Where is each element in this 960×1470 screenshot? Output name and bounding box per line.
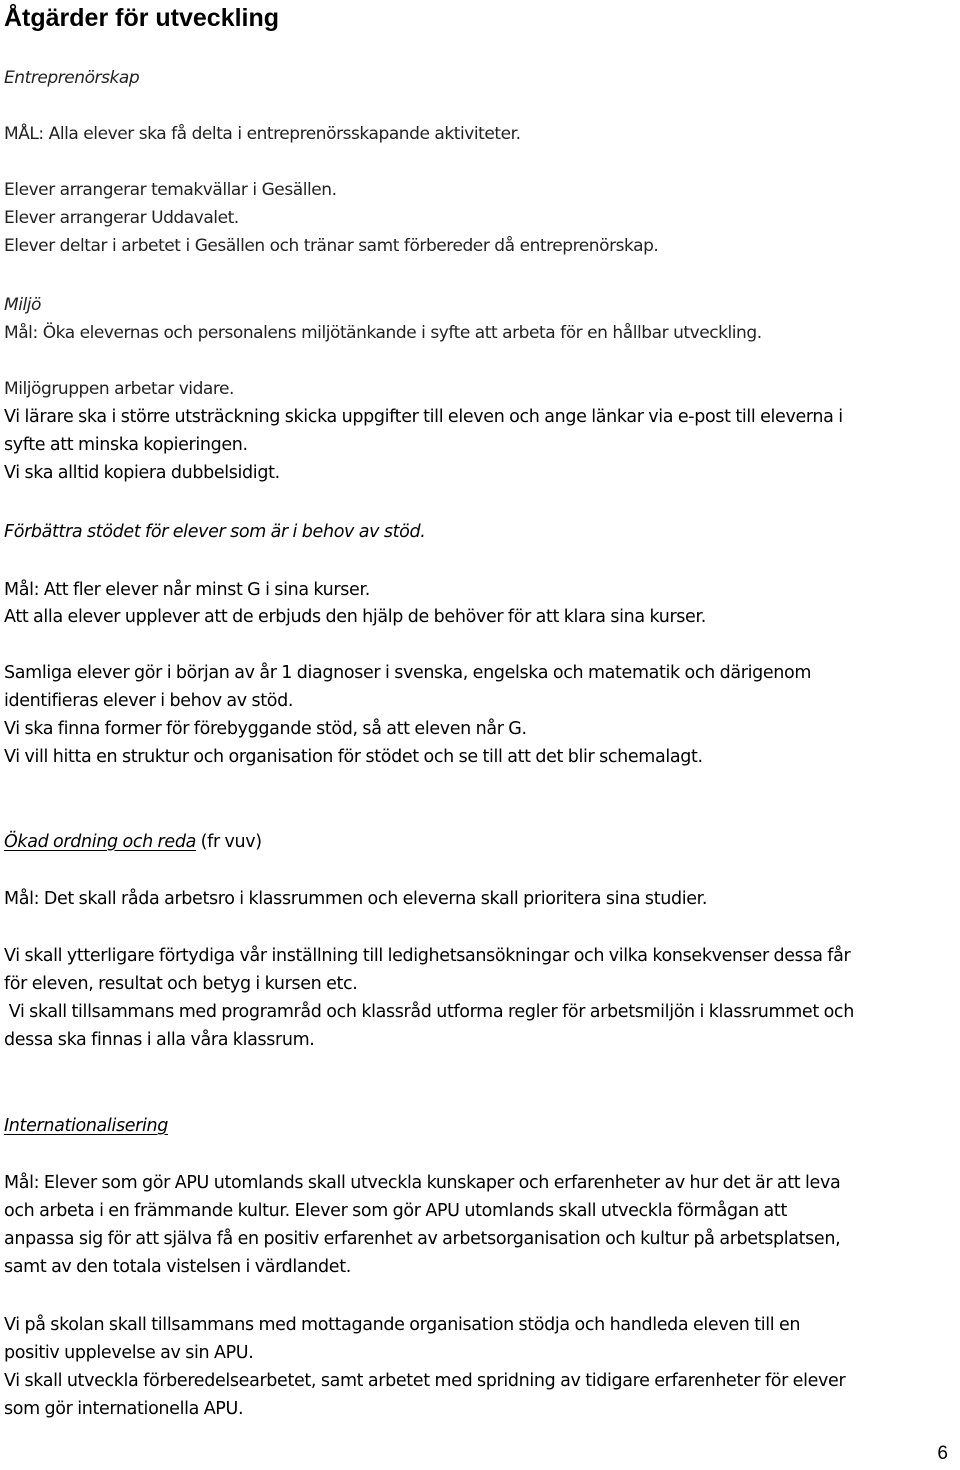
environment-line: Vi ska alltid kopiera dubbelsidigt. xyxy=(4,463,280,483)
entrepreneurship-line: Elever arrangerar Uddavalet. xyxy=(4,208,239,228)
section-heading-support: Förbättra stödet för elever som är i behov av stöd. xyxy=(4,522,426,542)
international-goal: Mål: Elever som gör APU utomlands skall utveckla kunskaper och erfarenheter av hur det är att leva xyxy=(4,1173,841,1193)
international-goal: anpassa sig för att själva få en positiv erfarenhet av arbetsorganisation och kultur på arbetsplatsen, xyxy=(4,1229,841,1249)
entrepreneurship-line: Elever arrangerar temakvällar i Gesällen. xyxy=(4,180,337,200)
support-goal: Att alla elever upplever att de erbjuds den hjälp de behöver för att klara sina kurser. xyxy=(4,607,706,627)
support-goal: Mål: Att fler elever når minst G i sina kurser. xyxy=(4,580,370,600)
international-line: Vi skall utveckla förberedelsearbetet, samt arbetet med spridning av tidigare erfarenheter för elever xyxy=(4,1371,846,1391)
international-goal: och arbeta i en främmande kultur. Elever som gör APU utomlands skall utveckla förmågan att xyxy=(4,1201,787,1221)
order-line: Vi skall tillsammans med programråd och klassråd utforma regler för arbetsmiljön i klassrummet och xyxy=(4,1002,854,1022)
support-line: Vi ska finna former för förebyggande stöd, så att eleven når G. xyxy=(4,719,527,739)
support-line: Samliga elever gör i början av år 1 diagnoser i svenska, engelska och matematik och därigenom xyxy=(4,663,812,683)
section-heading-entrepreneurship: Entreprenörskap xyxy=(4,68,140,88)
international-goal: samt av den totala vistelsen i värdlandet. xyxy=(4,1257,351,1277)
entrepreneurship-line: Elever deltar i arbetet i Gesällen och tränar samt förbereder då entreprenörskap. xyxy=(4,236,659,256)
section-heading-environment: Miljö xyxy=(4,295,41,315)
international-line: positiv upplevelse av sin APU. xyxy=(4,1343,254,1363)
order-line: Vi skall ytterligare förtydiga vår inställning till ledighetsansökningar och vilka konsekvenser dessa får xyxy=(4,946,851,966)
environment-line: syfte att minska kopieringen. xyxy=(4,435,248,455)
support-line: identifieras elever i behov av stöd. xyxy=(4,691,294,711)
section-heading-international xyxy=(4,1112,168,1140)
order-line: dessa ska finnas i alla våra klassrum. xyxy=(4,1030,315,1050)
environment-goal: Mål: Öka elevernas och personalens miljötänkande i syfte att arbeta för en hållbar utveckling. xyxy=(4,323,762,343)
page-number: 6 xyxy=(937,1443,948,1464)
order-goal: Mål: Det skall råda arbetsro i klassrummen och eleverna skall prioritera sina studier. xyxy=(4,889,708,909)
order-heading-text: Ökad ordning och reda xyxy=(4,832,196,852)
international-line: Vi på skolan skall tillsammans med mottagande organisation stödja och handleda eleven till en xyxy=(4,1315,801,1335)
environment-line: Vi lärare ska i större utsträckning skicka uppgifter till eleven och ange länkar via e-post till eleverna i xyxy=(4,407,843,427)
section-heading-order xyxy=(4,828,262,856)
international-line: som gör internationella APU. xyxy=(4,1399,244,1419)
entrepreneurship-goal: MÅL: Alla elever ska få delta i entreprenörsskapande aktiviteter. xyxy=(4,124,521,144)
environment-line: Miljögruppen arbetar vidare. xyxy=(4,379,235,399)
order-heading-suffix: (fr vuv) xyxy=(195,832,262,852)
support-line: Vi vill hitta en struktur och organisation för stödet och se till att det blir schemalagt. xyxy=(4,747,703,767)
order-line: för eleven, resultat och betyg i kursen etc. xyxy=(4,974,358,994)
page-title: Åtgärder för utveckling xyxy=(4,4,280,32)
international-heading-text: Internationalisering xyxy=(4,1116,169,1136)
